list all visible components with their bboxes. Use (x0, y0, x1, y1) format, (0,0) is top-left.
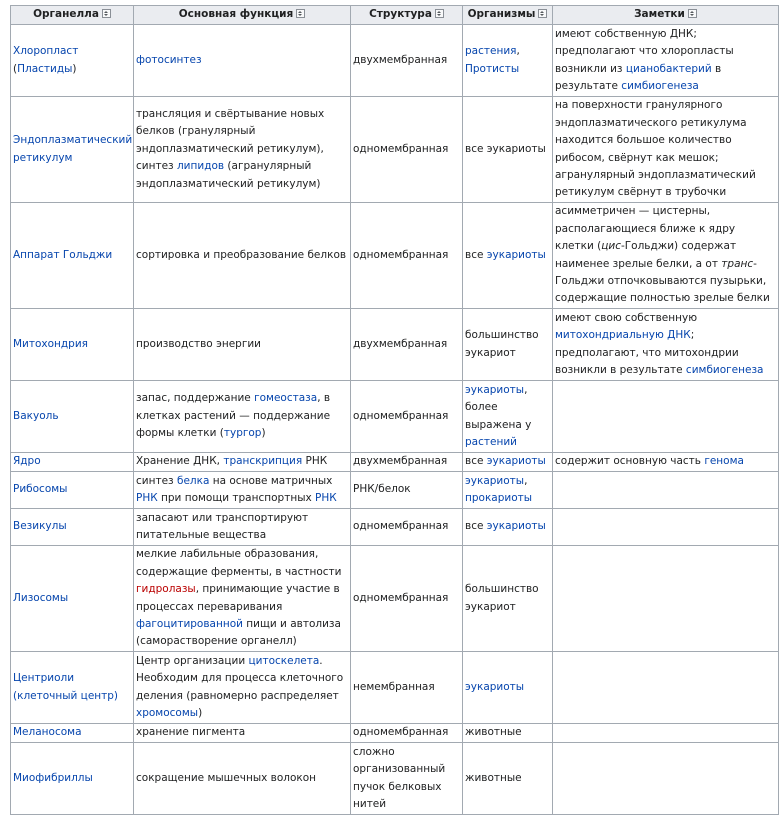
cell-organelle (11, 724, 134, 743)
link-symbiogenesis[interactable]: симбиогенеза (685, 363, 764, 376)
cell-organisms: животные (463, 724, 553, 743)
cell-function: производство энергии (134, 309, 351, 381)
cell-organelle (11, 743, 134, 815)
cell-function (134, 25, 351, 97)
header-organisms[interactable]: Организмы (463, 6, 553, 25)
cell-organisms: большинство эукариот (463, 309, 553, 381)
cell-organisms: все эукариоты (463, 97, 553, 203)
cell-function: синтез белка на основе матричных РНК при помощи транспортных РНК (134, 472, 351, 509)
cell-organelle (11, 203, 134, 309)
cell-function: сортировка и преобразование белков (134, 203, 351, 309)
table-row (11, 453, 779, 472)
link-eukaryotes[interactable]: эукариоты (486, 248, 546, 261)
table-row (11, 546, 779, 652)
cell-notes (553, 509, 779, 546)
cell-organisms: эукариоты, более выражена у растений (463, 381, 553, 453)
cell-function: запасают или транспортируют питательные вещества (134, 509, 351, 546)
link-mitochondrial-dna[interactable]: митохондриальную ДНК (555, 329, 691, 342)
link-homeostasis[interactable]: гомеостаза (254, 392, 318, 405)
cell-structure: одномембранная (351, 509, 463, 546)
link-vacuole[interactable]: Вакуоль (13, 409, 59, 422)
header-structure[interactable]: Структура (351, 6, 463, 25)
cell-function: хранение пигмента (134, 724, 351, 743)
sort-icon[interactable] (435, 9, 444, 18)
table-row (11, 652, 779, 724)
link-plastids[interactable]: Пластиды (17, 62, 73, 75)
link-lysosomes[interactable]: Лизосомы (13, 591, 69, 604)
link-lipids[interactable]: липидов (176, 160, 225, 173)
sort-icon[interactable] (102, 9, 111, 18)
cell-notes: имеют собственную ДНК; предполагают что хлоропласты возникли из цианобактерий в результате симбиогенеза (553, 25, 779, 97)
header-organelle[interactable]: Органелла (11, 6, 134, 25)
link-turgor[interactable]: тургор (223, 427, 262, 440)
table-row (11, 25, 779, 97)
link-myofibrils[interactable]: Миофибриллы (13, 771, 93, 784)
sort-icon[interactable] (688, 9, 697, 18)
cell-organelle (11, 453, 134, 472)
cell-notes (553, 381, 779, 453)
cell-notes: асимметричен — цистерны, располагающиеся ближе к ядру клетки (цис-Гольджи) содержат наименее зрелые белки, а от транс-Гольджи отпочковываются пузырьки, содержащие полностью зрелые белки (553, 203, 779, 309)
link-genome[interactable]: генома (704, 455, 744, 468)
organelles-table (10, 5, 779, 815)
cell-structure: одномембранная (351, 724, 463, 743)
cell-notes (553, 472, 779, 509)
cell-function: мелкие лабильные образования, содержащие ферменты, в частности гидролазы, принимающие участие в процессах переваривания фагоцитированной пищи и автолиза (саморастворение органелл) (134, 546, 351, 652)
cell-organisms: все эукариоты (463, 453, 553, 472)
cell-function: запас, поддержание гомеостаза, в клетках растений — поддержание формы клетки (тургор) (134, 381, 351, 453)
link-chromosomes[interactable]: хромосомы (136, 706, 199, 719)
cell-structure: двухмембранная (351, 309, 463, 381)
cell-structure: одномембранная (351, 546, 463, 652)
link-rna[interactable]: РНК (136, 492, 158, 504)
cell-notes (553, 546, 779, 652)
link-protists[interactable]: Протисты (465, 62, 520, 75)
cell-structure: сложно организованный пучок белковых нитей (351, 743, 463, 815)
cell-function: Центр организации цитоскелета. Необходим для процесса клеточного деления (равномерно распределяет хромосомы) (134, 652, 351, 724)
table-row (11, 509, 779, 546)
cell-organisms: большинство эукариот (463, 546, 553, 652)
link-symbiogenesis[interactable]: симбиогенеза (621, 79, 699, 92)
cell-organelle (11, 381, 134, 453)
link-protein[interactable]: белка (176, 474, 210, 487)
sort-icon[interactable] (296, 9, 305, 18)
cell-structure: двухмембранная (351, 25, 463, 97)
link-plants[interactable]: растения (465, 45, 517, 58)
link-photosynthesis[interactable]: фотосинтез (136, 53, 202, 66)
cell-structure: двухмембранная (351, 453, 463, 472)
link-hydrolases[interactable]: гидролазы (136, 583, 196, 596)
link-rna[interactable]: РНК (315, 492, 337, 504)
link-eukaryotes[interactable]: эукариоты (465, 680, 525, 693)
table-row (11, 97, 779, 203)
cell-organelle: Хлоропласт (Пластиды) (11, 25, 134, 97)
cell-organelle (11, 652, 134, 724)
link-eukaryotes[interactable]: эукариоты (465, 383, 525, 396)
cell-organisms: все эукариоты (463, 203, 553, 309)
table-row (11, 309, 779, 381)
cell-organisms: животные (463, 743, 553, 815)
cell-function: сокращение мышечных волокон (134, 743, 351, 815)
cell-notes: на поверхности гранулярного эндоплазматического ретикулума находится большое количество рибосом, свёрнут как мешок; агранулярный эндоплазматический ретикулум свёрнут в трубочки (553, 97, 779, 203)
cell-notes: имеют свою собственную митохондриальную ДНК; предполагают, что митохондрии возникли в результате симбиогенеза (553, 309, 779, 381)
link-eukaryotes[interactable]: эукариоты (486, 520, 546, 533)
table-row (11, 381, 779, 453)
link-cyanobacteria[interactable]: цианобактерий (625, 62, 712, 75)
link-eukaryotes[interactable]: эукариоты (486, 455, 546, 468)
cell-function: Хранение ДНК, транскрипция РНК (134, 453, 351, 472)
cell-notes: содержит основную часть генома (553, 453, 779, 472)
cell-structure: одномембранная (351, 97, 463, 203)
link-plants[interactable]: растений (465, 435, 517, 448)
cell-organelle (11, 472, 134, 509)
link-eukaryotes[interactable]: эукариоты (465, 474, 525, 487)
cell-structure: одномембранная (351, 203, 463, 309)
link-melanosome[interactable]: Меланосома (13, 726, 82, 739)
link-centrioles[interactable]: Центриоли (клеточный центр) (13, 672, 119, 702)
sort-icon[interactable] (538, 9, 547, 18)
link-prokaryotes[interactable]: прокариоты (465, 492, 533, 504)
table-row (11, 203, 779, 309)
table-row (11, 472, 779, 509)
link-vesicles[interactable]: Везикулы (13, 520, 67, 533)
cell-organelle (11, 509, 134, 546)
link-transcription[interactable]: транскрипция (223, 455, 303, 468)
cell-structure: одномембранная (351, 381, 463, 453)
table-row (11, 743, 779, 815)
cell-organisms: все эукариоты (463, 509, 553, 546)
link-cytoskeleton[interactable]: цитоскелета (248, 654, 320, 667)
cell-organisms (463, 652, 553, 724)
link-ribosomes[interactable]: Рибосомы (13, 483, 68, 496)
link-golgi[interactable]: Аппарат Гольджи (13, 248, 113, 261)
cell-structure: РНК/белок (351, 472, 463, 509)
cell-notes (553, 724, 779, 743)
cell-organisms: эукариоты, прокариоты (463, 472, 553, 509)
link-endoplasmic-reticulum[interactable]: Эндоплазматический ретикулум (13, 134, 133, 164)
cell-function: трансляция и свёртывание новых белков (гранулярный эндоплазматический ретикулум), синтез липидов (агранулярный эндоплазматический ретикулум) (134, 97, 351, 203)
link-chloroplast[interactable]: Хлоропласт (13, 45, 79, 58)
link-mitochondrion[interactable]: Митохондрия (13, 337, 88, 350)
cell-organisms: растения, Протисты (463, 25, 553, 97)
cell-notes (553, 743, 779, 815)
cell-organelle (11, 546, 134, 652)
link-nucleus[interactable]: Ядро (13, 455, 41, 468)
cell-structure: немембранная (351, 652, 463, 724)
header-notes[interactable]: Заметки (553, 6, 779, 25)
table-header-row (11, 6, 779, 25)
cell-organelle (11, 309, 134, 381)
header-function[interactable]: Основная функция (134, 6, 351, 25)
cell-organelle (11, 97, 134, 203)
link-phagocytosis[interactable]: фагоцитированной (136, 617, 243, 630)
table-row (11, 724, 779, 743)
cell-notes (553, 652, 779, 724)
